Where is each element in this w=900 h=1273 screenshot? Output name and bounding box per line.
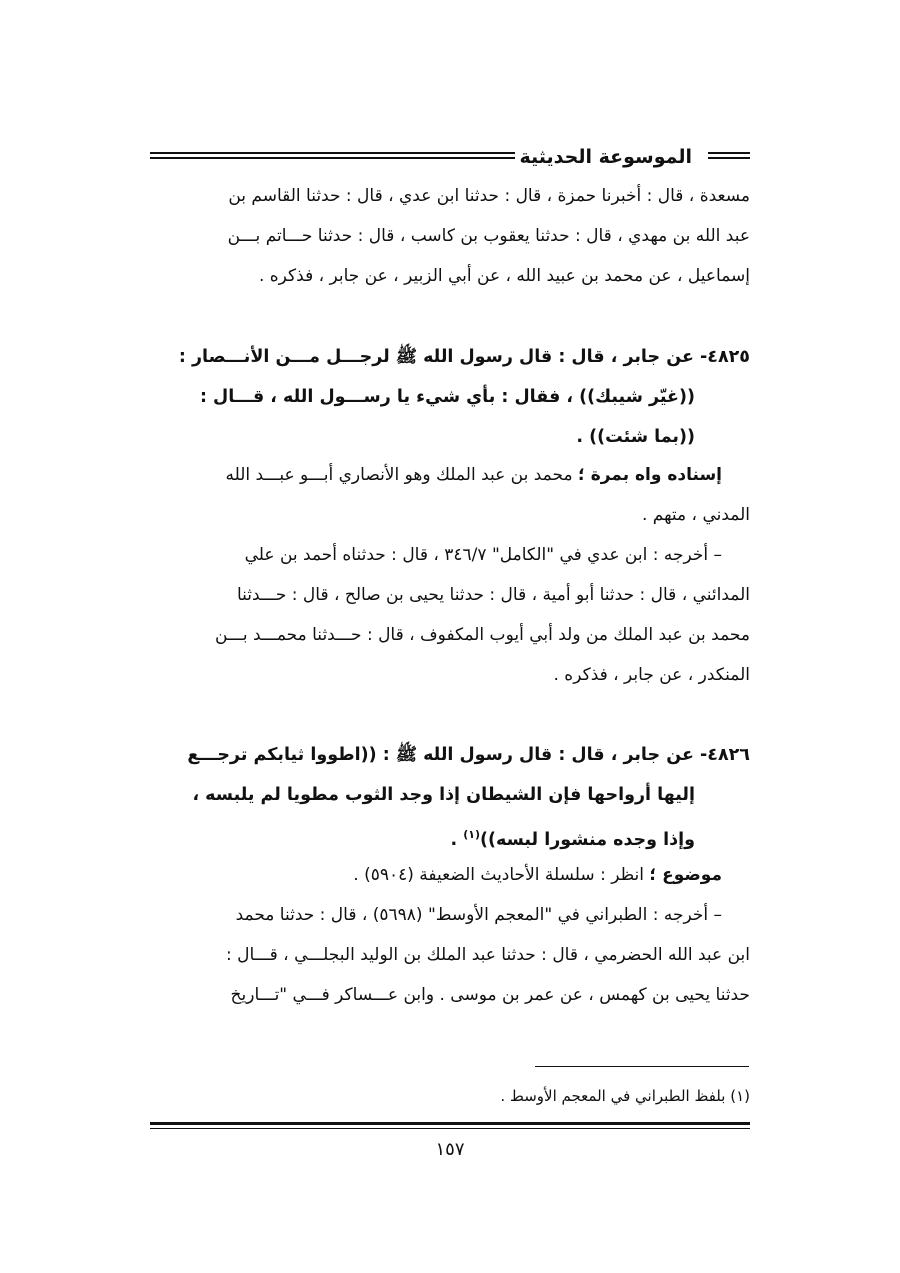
takhrij-line: ابن عبد الله الحضرمي ، قال : حدثنا عبد الملك بن الوليد البجلـــي ، قـــال : [226, 945, 750, 965]
grading-4825 [150, 455, 750, 535]
takhrij-4826 [150, 895, 750, 1015]
grading-line [150, 855, 750, 895]
footer-rule-thin [150, 1128, 750, 1129]
takhrij-line: المنكدر ، عن جابر ، فذكره . [553, 665, 750, 685]
hadith-line: ((غيّر شيبك)) ، فقال : بأي شيء يا رســـول الله ، قـــال : [199, 387, 695, 407]
header-rule-left [150, 152, 515, 159]
grading-text: انظر : سلسلة الأحاديث الضعيفة (٥٩٠٤) . [353, 865, 650, 885]
header-rule-right [708, 152, 750, 159]
grading-4826 [150, 855, 750, 895]
continuation-paragraph [150, 176, 750, 296]
header-title: الموسوعة الحديثية [519, 146, 692, 168]
grading-line: المدني ، متهم . [641, 505, 750, 525]
takhrij-line: المدائني ، قال : حدثنا أبو أمية ، قال : حدثنا يحيى بن صالح ، قال : حـــدثنا [236, 585, 750, 605]
text-line: عبد الله بن مهدي ، قال : حدثنا يعقوب بن كاسب ، قال : حدثنا حـــاتم بـــن [227, 226, 750, 246]
hadith-4825 [150, 337, 750, 457]
text-line: مسعدة ، قال : أخبرنا حمزة ، قال : حدثنا ابن عدي ، قال : حدثنا القاسم بن [228, 186, 750, 206]
hadith-line: ٤٨٢٦- عن جابر ، قال : قال رسول الله ﷺ : ((اطووا ثيابكم ترجـــع [187, 745, 750, 765]
grading-line [150, 455, 750, 495]
takhrij-4825 [150, 535, 750, 695]
grading-label: موضوع ؛ [649, 865, 722, 885]
text-line: إسماعيل ، عن محمد بن عبيد الله ، عن أبي الزبير ، عن جابر ، فذكره . [258, 266, 750, 286]
hadith-line: ٤٨٢٥- عن جابر ، قال : قال رسول الله ﷺ لرجـــل مـــن الأنـــصار : [178, 347, 750, 367]
hadith-line [150, 815, 750, 855]
footnote-separator [535, 1066, 749, 1067]
takhrij-line: – أخرجه : ابن عدي في "الكامل" ٣٤٦/٧ ، قال : حدثناه أحمد بن علي [244, 545, 722, 565]
running-header [150, 143, 750, 173]
footer-rule-thick [150, 1122, 750, 1125]
footnote: (١) بلفظ الطبراني في المعجم الأوسط . [500, 1087, 750, 1105]
hadith-line: إليها أرواحها فإن الشيطان إذا وجد الثوب مطويا لم يلبسه ، [192, 785, 695, 805]
page-number: ١٥٧ [435, 1139, 465, 1160]
takhrij-line: حدثنا يحيى بن كهمس ، عن عمر بن موسى . وابن عـــساكر فـــي "تـــاريخ [230, 985, 750, 1005]
grading-text: محمد بن عبد الملك وهو الأنصاري أبـــو عبـــد الله [225, 465, 578, 485]
footnote-ref: (١) [463, 828, 480, 841]
hadith-end: . [450, 829, 464, 850]
grading-label: إسناده واه بمرة ؛ [577, 465, 722, 485]
hadith-4826 [150, 735, 750, 855]
footer-rules [150, 1122, 750, 1129]
hadith-line: ((بما شئت)) . [576, 427, 695, 447]
takhrij-line: محمد بن عبد الملك من ولد أبي أيوب المكفوف ، قال : حـــدثنا محمـــد بـــن [214, 625, 750, 645]
hadith-text: وإذا وجده منشورا لبسه)) [479, 829, 695, 850]
takhrij-line: – أخرجه : الطبراني في "المعجم الأوسط" (٥٦٩٨) ، قال : حدثنا محمد [235, 905, 722, 925]
